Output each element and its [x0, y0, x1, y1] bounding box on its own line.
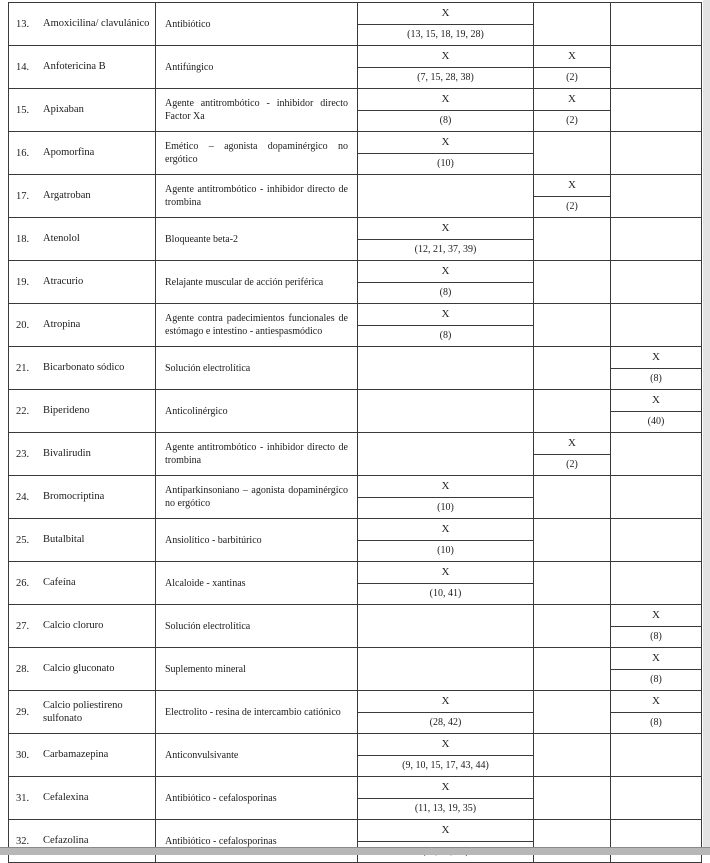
drug-name-cell	[9, 562, 156, 605]
drug-name-wrap	[9, 273, 155, 290]
mark-wrap	[358, 46, 533, 88]
mark-wrap	[534, 175, 610, 217]
mark-wrap	[358, 132, 533, 174]
mark-cell-2	[534, 562, 611, 605]
table-row	[9, 734, 702, 777]
reference-numbers: (7, 15, 28, 38)	[417, 72, 474, 84]
table-row	[9, 304, 702, 347]
drug-name-cell	[9, 777, 156, 820]
drug-name-cell	[9, 175, 156, 218]
mark-cell-3	[611, 218, 702, 261]
mark-cell-2	[534, 691, 611, 734]
drug-name-cell	[9, 132, 156, 175]
mark-cell-1	[358, 89, 534, 132]
mark-cell-3	[611, 734, 702, 777]
drug-class-cell	[156, 433, 358, 476]
drug-name: Atenolol	[43, 233, 80, 245]
x-mark: X	[611, 691, 701, 713]
drug-class: Antibiótico - cefalosporinas	[165, 792, 277, 804]
drug-name-cell	[9, 390, 156, 433]
drug-class-cell	[156, 304, 358, 347]
mark-cell-2	[534, 777, 611, 820]
mark-wrap	[358, 476, 533, 518]
drug-number: 22.	[16, 405, 30, 417]
drug-name: Amoxicilina/ clavulánico	[43, 18, 150, 30]
x-mark: X	[358, 562, 533, 584]
table-row	[9, 390, 702, 433]
mark-cell-3	[611, 648, 702, 691]
drug-number: 31.	[16, 792, 30, 804]
reference-numbers: (8)	[650, 631, 662, 643]
drug-name-cell	[9, 46, 156, 89]
reference-numbers: (10)	[437, 545, 454, 557]
drug-name-cell	[9, 3, 156, 46]
drug-number: 21.	[16, 362, 30, 374]
mark-wrap	[358, 691, 533, 733]
table-row	[9, 820, 702, 863]
drug-number: 13.	[16, 18, 30, 30]
table-row	[9, 347, 702, 390]
drug-class-cell	[156, 390, 358, 433]
reference-numbers: (8)	[439, 287, 452, 299]
mark-cell-3	[611, 390, 702, 433]
drug-name-cell	[9, 261, 156, 304]
drug-name-wrap	[9, 697, 155, 727]
x-mark: X	[611, 390, 701, 412]
table-row	[9, 132, 702, 175]
mark-cell-3	[611, 132, 702, 175]
drug-name: Argatroban	[43, 190, 91, 202]
drug-number: 16.	[16, 147, 30, 159]
drug-name-cell	[9, 734, 156, 777]
x-mark: X	[358, 519, 533, 541]
drug-name: Calcio gluconato	[43, 663, 115, 675]
drug-name-wrap	[9, 789, 155, 806]
drug-name: Apixaban	[43, 104, 84, 116]
reference-numbers: (11, 13, 19, 35)	[414, 803, 477, 815]
mark-wrap	[358, 820, 533, 862]
drug-class-cell	[156, 648, 358, 691]
drug-name: Bromocriptina	[43, 491, 105, 503]
mark-cell-1	[358, 433, 534, 476]
drug-name: Cefalexina	[43, 792, 89, 804]
drug-number: 15.	[16, 104, 30, 116]
mark-wrap	[358, 304, 533, 346]
drug-class: Solución electrolítica	[165, 362, 251, 374]
drug-name-cell	[9, 691, 156, 734]
drug-number: 24.	[16, 491, 30, 503]
drug-class: Anticolinérgico	[165, 405, 228, 417]
drug-name: Apomorfina	[43, 147, 95, 159]
reference-numbers: (10)	[437, 158, 454, 170]
mark-cell-1	[358, 777, 534, 820]
drug-number: 28.	[16, 663, 30, 675]
drug-number: 29.	[16, 706, 30, 718]
mark-wrap	[611, 691, 701, 733]
mark-cell-1	[358, 46, 534, 89]
mark-cell-3	[611, 433, 702, 476]
mark-cell-3	[611, 3, 702, 46]
drug-number: 20.	[16, 319, 30, 331]
table-row	[9, 691, 702, 734]
drug-name-cell	[9, 820, 156, 863]
drug-name: Carbamazepina	[43, 749, 109, 761]
mark-cell-3	[611, 347, 702, 390]
drug-class-cell	[156, 820, 358, 863]
drug-number: 26.	[16, 577, 30, 589]
x-mark: X	[358, 3, 533, 25]
reference-numbers: (9, 10, 15, 17, 43, 44)	[402, 760, 489, 772]
drug-class: Agente antitrombótico - inhibidor directo Factor Xa	[165, 98, 348, 122]
drug-name: Calcio cloruro	[43, 620, 104, 632]
drug-name-wrap	[9, 445, 155, 462]
mark-cell-2	[534, 46, 611, 89]
drug-class: Antibiótico	[165, 18, 211, 30]
mark-wrap	[611, 347, 701, 389]
reference-numbers: (40)	[647, 416, 665, 428]
document-page	[8, 2, 702, 863]
drug-name-wrap	[9, 531, 155, 548]
drug-name: Bivalirudin	[43, 448, 91, 460]
reference-numbers: (10)	[437, 502, 454, 514]
drug-class: Agente antitrombótico - inhibidor directo de trombina	[165, 184, 348, 208]
drug-table	[8, 2, 702, 863]
drug-class-cell	[156, 734, 358, 777]
drug-name-wrap	[9, 187, 155, 204]
x-mark: X	[358, 46, 533, 68]
table-row	[9, 46, 702, 89]
mark-cell-1	[358, 519, 534, 562]
drug-class-cell	[156, 777, 358, 820]
x-mark: X	[611, 648, 701, 670]
mark-cell-2	[534, 132, 611, 175]
x-mark: X	[358, 261, 533, 283]
x-mark: X	[358, 820, 533, 842]
drug-name: Cafeína	[43, 577, 76, 589]
drug-name-wrap	[9, 488, 155, 505]
mark-cell-3	[611, 562, 702, 605]
drug-number: 27.	[16, 620, 30, 632]
reference-numbers: (2)	[566, 115, 578, 127]
x-mark: X	[358, 777, 533, 799]
drug-name-wrap	[9, 574, 155, 591]
drug-name: Anfotericina B	[43, 61, 106, 73]
reference-numbers: (8)	[650, 674, 662, 686]
mark-wrap	[611, 390, 701, 432]
drug-name: Biperideno	[43, 405, 90, 417]
mark-cell-3	[611, 605, 702, 648]
mark-wrap	[358, 89, 533, 131]
drug-class: Antifúngico	[165, 61, 214, 73]
drug-class: Agente antitrombótico - inhibidor directo de trombina	[165, 442, 348, 466]
table-row	[9, 175, 702, 218]
scan-edge-right	[703, 0, 710, 855]
mark-wrap	[358, 3, 533, 45]
reference-numbers: (13, 15, 18, 19, 28)	[407, 29, 484, 41]
drug-name-wrap	[9, 15, 155, 32]
drug-class-cell	[156, 132, 358, 175]
x-mark: X	[358, 132, 533, 154]
table-row	[9, 218, 702, 261]
drug-class-cell	[156, 519, 358, 562]
table-row	[9, 89, 702, 132]
mark-cell-1	[358, 304, 534, 347]
x-mark: X	[358, 734, 533, 756]
drug-name-wrap	[9, 617, 155, 634]
mark-cell-2	[534, 89, 611, 132]
mark-cell-2	[534, 347, 611, 390]
x-mark: X	[611, 605, 701, 627]
drug-class: Emético – agonista dopaminérgico no ergótico	[165, 141, 348, 165]
mark-cell-2	[534, 261, 611, 304]
mark-wrap	[358, 261, 533, 303]
drug-class-cell	[156, 46, 358, 89]
reference-numbers: (28, 42)	[429, 717, 462, 729]
drug-name: Cefazolina	[43, 835, 89, 847]
drug-name-cell	[9, 347, 156, 390]
mark-cell-3	[611, 175, 702, 218]
mark-cell-3	[611, 691, 702, 734]
reference-numbers: (10, 41)	[429, 588, 462, 600]
mark-cell-2	[534, 476, 611, 519]
mark-wrap	[611, 648, 701, 690]
mark-cell-3	[611, 777, 702, 820]
reference-numbers: (8)	[650, 717, 662, 729]
drug-name-cell	[9, 218, 156, 261]
x-mark: X	[534, 433, 610, 455]
drug-class-cell	[156, 605, 358, 648]
mark-wrap	[358, 562, 533, 604]
drug-number: 23.	[16, 448, 30, 460]
x-mark: X	[611, 347, 701, 369]
mark-cell-1	[358, 390, 534, 433]
mark-wrap	[358, 734, 533, 776]
mark-cell-3	[611, 476, 702, 519]
drug-number: 18.	[16, 233, 30, 245]
mark-cell-1	[358, 347, 534, 390]
drug-class: Antiparkinsoniano – agonista dopaminérgico no ergótico	[165, 485, 348, 509]
mark-cell-3	[611, 519, 702, 562]
table-row	[9, 777, 702, 820]
drug-class-cell	[156, 89, 358, 132]
table-row	[9, 476, 702, 519]
drug-name-wrap	[9, 101, 155, 118]
drug-name-cell	[9, 519, 156, 562]
drug-name: Bicarbonato sódico	[43, 362, 125, 374]
mark-wrap	[534, 433, 610, 475]
drug-class-cell	[156, 261, 358, 304]
drug-number: 32.	[16, 835, 30, 847]
scan-edge-bottom	[0, 847, 710, 855]
table-row	[9, 648, 702, 691]
mark-cell-2	[534, 433, 611, 476]
mark-cell-3	[611, 820, 702, 863]
reference-numbers: (2)	[566, 201, 578, 213]
mark-cell-1	[358, 562, 534, 605]
table-row	[9, 433, 702, 476]
x-mark: X	[534, 175, 610, 197]
reference-numbers: (8)	[439, 330, 452, 342]
drug-name-cell	[9, 89, 156, 132]
drug-class-cell	[156, 218, 358, 261]
drug-number: 17.	[16, 190, 30, 202]
mark-cell-2	[534, 390, 611, 433]
mark-wrap	[358, 777, 533, 819]
x-mark: X	[358, 89, 533, 111]
drug-name-wrap	[9, 58, 155, 75]
mark-cell-3	[611, 304, 702, 347]
drug-number: 19.	[16, 276, 30, 288]
mark-cell-1	[358, 476, 534, 519]
drug-class: Relajante muscular de acción periférica	[165, 276, 324, 288]
mark-cell-2	[534, 218, 611, 261]
drug-name-cell	[9, 605, 156, 648]
mark-cell-2	[534, 820, 611, 863]
mark-cell-1	[358, 175, 534, 218]
drug-class-cell	[156, 347, 358, 390]
mark-cell-1	[358, 820, 534, 863]
drug-class-cell	[156, 175, 358, 218]
drug-class: Electrolito - resina de intercambio catiónico	[165, 706, 341, 718]
x-mark: X	[534, 89, 610, 111]
drug-class-cell	[156, 562, 358, 605]
drug-name-wrap	[9, 230, 155, 247]
table-row	[9, 261, 702, 304]
drug-name: Calcio poliestireno sulfonato	[43, 699, 123, 724]
drug-name-wrap	[9, 316, 155, 333]
drug-name-wrap	[9, 359, 155, 376]
mark-cell-1	[358, 648, 534, 691]
drug-name-cell	[9, 476, 156, 519]
mark-cell-2	[534, 519, 611, 562]
x-mark: X	[358, 476, 533, 498]
mark-wrap	[534, 89, 610, 131]
table-row	[9, 519, 702, 562]
x-mark: X	[534, 46, 610, 68]
x-mark: X	[358, 691, 533, 713]
reference-numbers: (8)	[439, 115, 452, 127]
drug-class-cell	[156, 476, 358, 519]
mark-wrap	[534, 46, 610, 88]
drug-name: Atropina	[43, 319, 81, 331]
mark-cell-1	[358, 605, 534, 648]
drug-class: Alcaloide - xantinas	[165, 577, 246, 589]
mark-cell-2	[534, 175, 611, 218]
reference-numbers: (2)	[566, 459, 578, 471]
drug-table-body	[9, 3, 702, 863]
drug-class: Agente contra padecimientos funcionales de estómago e intestino - antiespasmódico	[165, 313, 348, 337]
drug-class: Anticonvulsivante	[165, 749, 239, 761]
mark-cell-3	[611, 46, 702, 89]
mark-wrap	[358, 519, 533, 561]
mark-cell-2	[534, 3, 611, 46]
table-row	[9, 605, 702, 648]
mark-wrap	[358, 218, 533, 260]
drug-number: 25.	[16, 534, 30, 546]
drug-class-cell	[156, 3, 358, 46]
drug-name-wrap	[9, 746, 155, 763]
reference-numbers: (12, 21, 37, 39)	[414, 244, 477, 256]
drug-name-wrap	[9, 144, 155, 161]
table-row	[9, 562, 702, 605]
mark-cell-2	[534, 734, 611, 777]
drug-number: 30.	[16, 749, 30, 761]
mark-cell-3	[611, 261, 702, 304]
drug-class: Solución electrolítica	[165, 620, 251, 632]
drug-class: Suplemento mineral	[165, 663, 246, 675]
mark-cell-1	[358, 132, 534, 175]
drug-class: Antibiótico - cefalosporinas	[165, 835, 277, 847]
x-mark: X	[358, 218, 533, 240]
drug-number: 14.	[16, 61, 30, 73]
drug-class-cell	[156, 691, 358, 734]
mark-cell-1	[358, 218, 534, 261]
reference-numbers: (8)	[650, 373, 662, 385]
drug-name-wrap	[9, 402, 155, 419]
x-mark: X	[358, 304, 533, 326]
mark-cell-2	[534, 304, 611, 347]
mark-cell-1	[358, 3, 534, 46]
drug-class: Bloqueante beta-2	[165, 233, 239, 245]
drug-name: Butalbital	[43, 534, 85, 546]
mark-cell-2	[534, 648, 611, 691]
mark-cell-3	[611, 89, 702, 132]
mark-cell-1	[358, 691, 534, 734]
drug-name-cell	[9, 648, 156, 691]
drug-name-wrap	[9, 660, 155, 677]
drug-name: Atracurio	[43, 276, 84, 288]
table-row	[9, 3, 702, 46]
mark-cell-2	[534, 605, 611, 648]
mark-wrap	[611, 605, 701, 647]
reference-numbers: (2)	[566, 72, 578, 84]
mark-cell-1	[358, 734, 534, 777]
drug-name-cell	[9, 433, 156, 476]
drug-name-cell	[9, 304, 156, 347]
mark-cell-1	[358, 261, 534, 304]
drug-class: Ansiolítico - barbitúrico	[165, 534, 262, 546]
